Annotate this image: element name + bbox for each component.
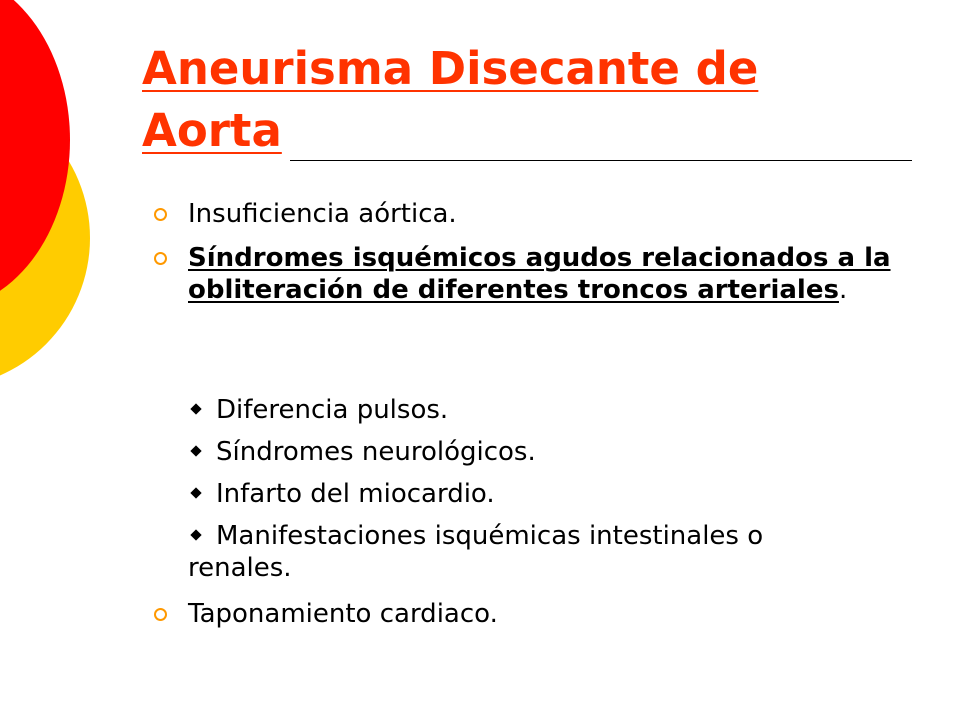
list-item — [188, 598, 908, 630]
ring-bullet-icon — [154, 208, 167, 221]
emphasized-list-item-text: Síndromes isquémicos agudos relacionados a la obliteración de diferentes troncos arteriales — [188, 243, 891, 305]
diamond-bullet-icon — [188, 527, 216, 547]
ring-bullet-icon — [154, 608, 167, 621]
sub-list-item — [188, 520, 838, 584]
ring-bullet-icon — [154, 252, 167, 265]
diamond-bullet-icon — [188, 485, 216, 505]
list-item — [188, 242, 908, 306]
sub-list-item — [188, 394, 828, 426]
diamond-bullet-icon — [188, 401, 216, 421]
sub-list-item-text: Manifestaciones isquémicas intestinales o renales. — [188, 521, 764, 583]
list-item — [188, 198, 908, 230]
sub-list-item — [188, 436, 828, 468]
sub-list-item — [188, 478, 828, 510]
slide-title: Aneurisma Disecante de Aorta — [142, 42, 759, 157]
list-item-text: Taponamiento cardiaco. — [188, 599, 498, 629]
sub-list-item-text: Síndromes neurológicos. — [216, 437, 536, 467]
diamond-bullet-icon — [188, 443, 216, 463]
sub-list-item-text: Infarto del miocardio. — [216, 479, 495, 509]
sub-list-item-text: Diferencia pulsos. — [216, 395, 449, 425]
list-item-suffix: . — [838, 275, 848, 305]
list-item-text: Insuficiencia aórtica. — [188, 199, 457, 229]
